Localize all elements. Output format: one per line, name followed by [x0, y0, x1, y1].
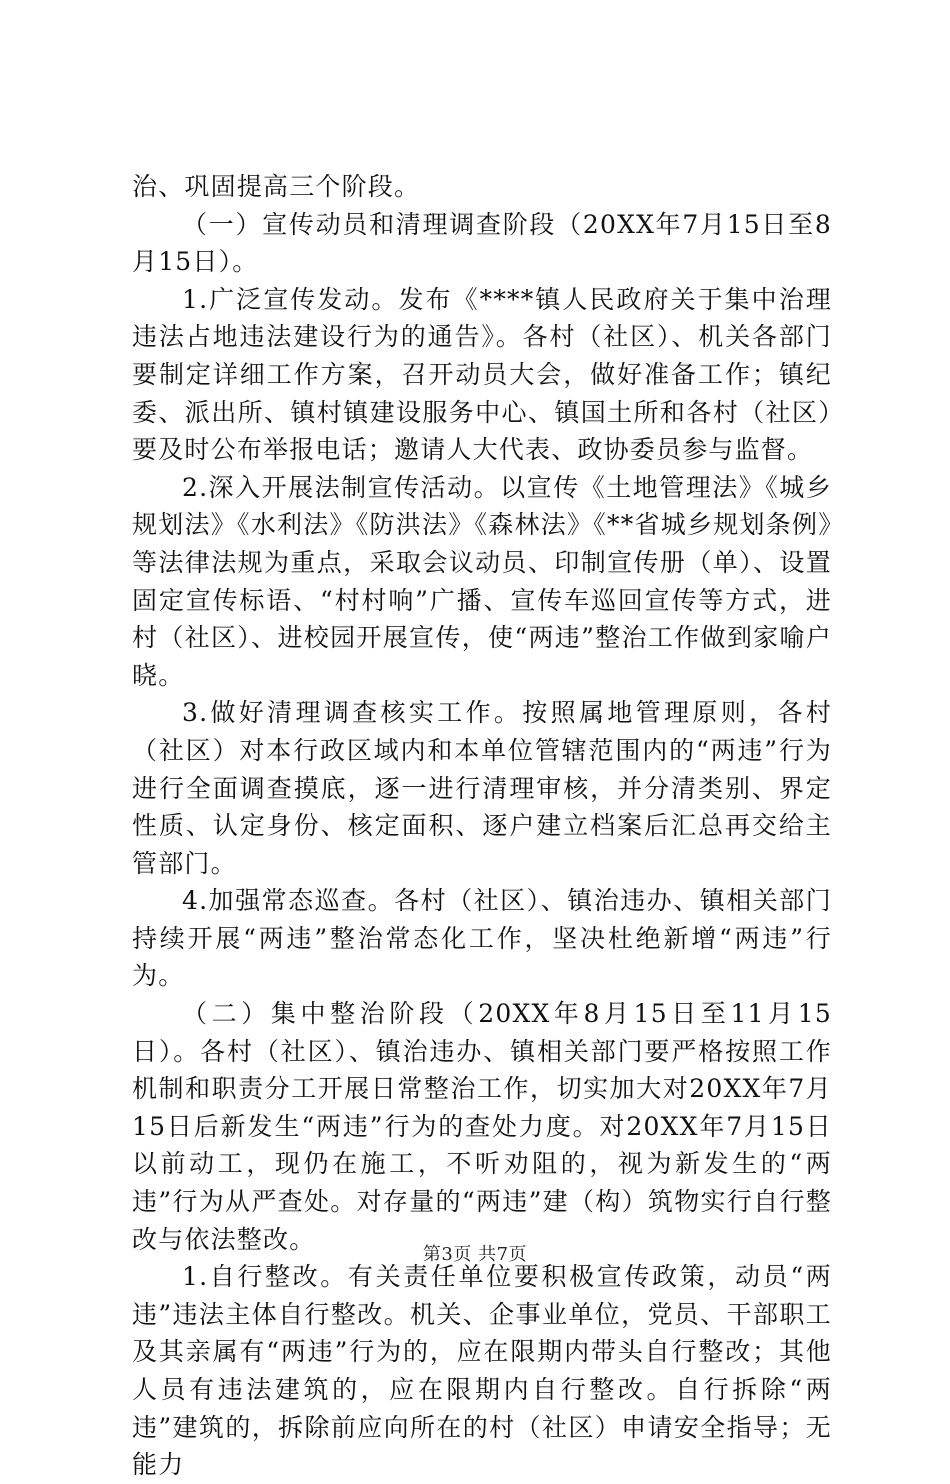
paragraph-item-5: 1.自行整改。有关责任单位要积极宣传政策，动员“两违”违法主体自行整改。机关、企事业单位，党员、干部职工及其亲属有“两违”行为的，应在限期内带头自行整改；其他人员有违法建筑的，应在限期内自行整改。自行拆除“两违”建筑的，拆除前应向所在的村（社区）申请安全指导；无能力	[132, 1262, 832, 1480]
paragraph-item-4: 4.加强常态巡查。各村（社区）、镇治违办、镇相关部门持续开展“两违”整治常态化工作，坚决杜绝新增“两违”行为。	[132, 886, 832, 991]
paragraph-continuation: 治、巩固提高三个阶段。	[132, 172, 421, 201]
document-body	[132, 168, 832, 1484]
section-heading-2: （二）集中整治阶段（20XX年8月15日至11月15日）。各村（社区）、镇治违办、镇相关部门要严格按照工作机制和职责分工开展日常整治工作，切实加大对20XX年7月15日后新发生“两违”行为的查处力度。对20XX年7月15日以前动工，现仍在施工，不听劝阻的，视为新发生的“两违”行为从严查处。对存量的“两违”建（构）筑物实行自行整改与依法整改。	[132, 999, 832, 1254]
section-heading-1: （一）宣传动员和清理调查阶段（20XX年7月15日至8月15日）。	[132, 209, 832, 277]
page-footer: 第3页 共7页	[422, 1244, 528, 1265]
paragraph-item-3: 3.做好清理调查核实工作。按照属地管理原则，各村（社区）对本行政区域内和本单位管辖范围内的“两违”行为进行全面调查摸底，逐一进行清理审核，并分清类别、界定性质、认定身份、核定面积、逐户建立档案后汇总再交给主管部门。	[132, 698, 832, 878]
paragraph-item-1: 1.广泛宣传发动。发布《****镇人民政府关于集中治理违法占地违法建设行为的通告》。各村（社区）、机关各部门要制定详细工作方案，召开动员大会，做好准备工作；镇纪委、派出所、镇村镇建设服务中心、镇国土所和各村（社区）要及时公布举报电话；邀请人大代表、政协委员参与监督。	[132, 284, 832, 465]
paragraph-item-2: 2.深入开展法制宣传活动。以宣传《土地管理法》《城乡规划法》《水利法》《防洪法》《森林法》《**省城乡规划条例》等法律法规为重点，采取会议动员、印制宣传册（单）、设置固定宣传标语、“村村响”广播、宣传车巡回宣传等方式，进村（社区）、进校园开展宣传，使“两违”整治工作做到家喻户晓。	[132, 472, 832, 690]
